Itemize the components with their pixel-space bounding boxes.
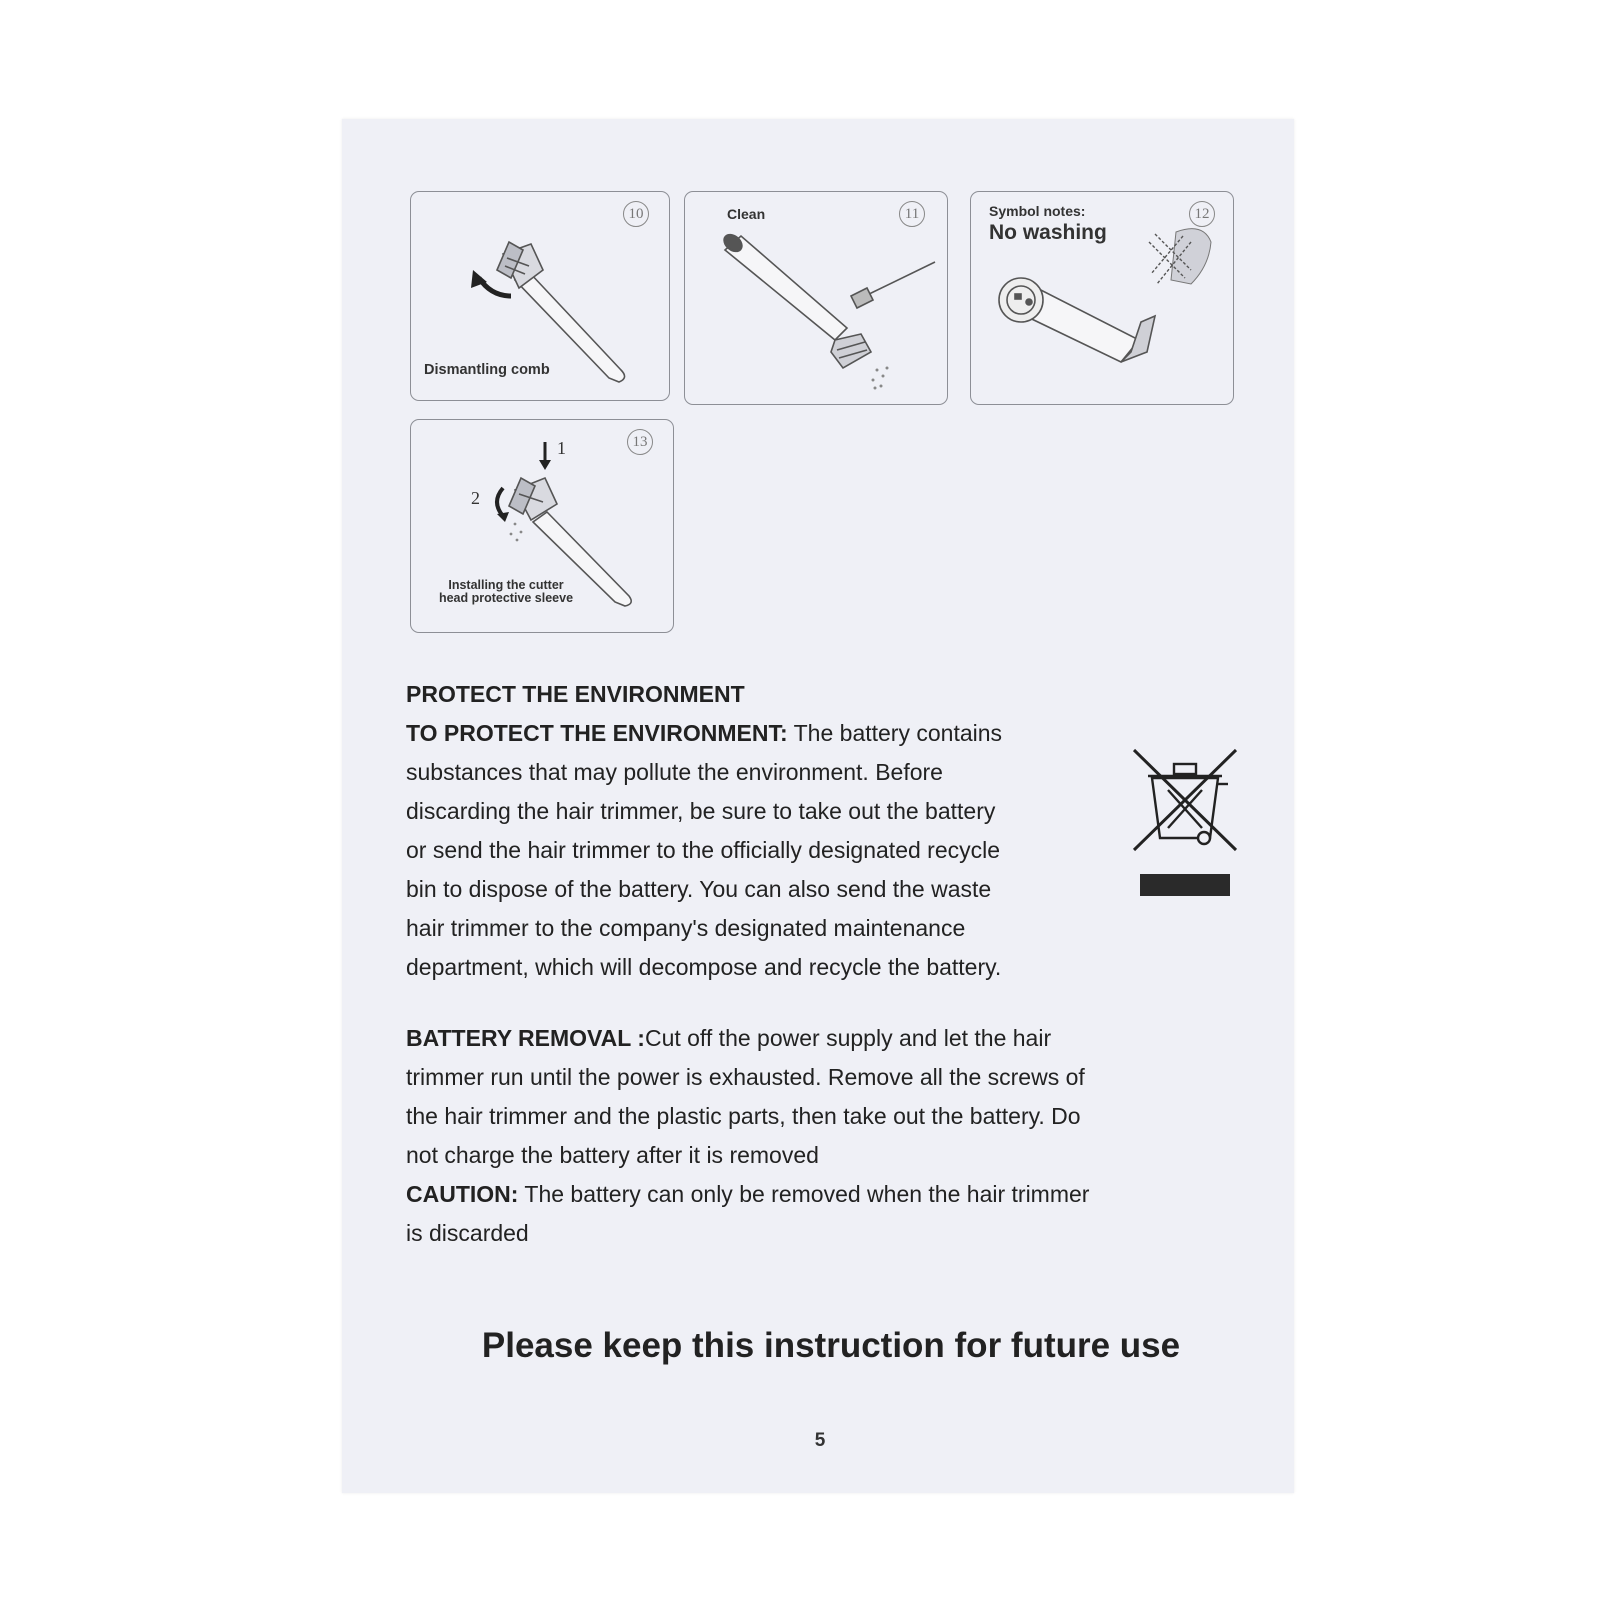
rotate-arrow-icon (497, 488, 509, 522)
environment-heading: PROTECT THE ENVIRONMENT (406, 681, 745, 707)
panel-title: Clean (727, 206, 766, 222)
battery-paragraph: BATTERY REMOVAL :Cut off the power supply and let the hair (406, 1025, 1052, 1051)
panel-subtitle: No washing (989, 221, 1107, 244)
page-number: 5 (814, 1430, 826, 1451)
environment-section: PROTECT THE ENVIRONMENT TO PROTECT THE ENVIRONMENT: The battery contains substances that may pollute the environment. Before discarding the hair trimmer, be sure to take out the battery or send the hair trimmer to the officially designated recycle bin to dispose of the battery. You can also send the waste hair trimmer to the company's designated maintenance department, which will decompose and recycle the battery. (406, 675, 1126, 987)
battery-lead: BATTERY REMOVAL : (406, 1025, 645, 1051)
panel-title: Symbol notes: (989, 203, 1086, 219)
panel-symbol-notes (970, 191, 1234, 405)
panel-number: 11 (899, 201, 925, 227)
panel-number: 10 (623, 201, 649, 227)
trimmer-cleaning-illustration (685, 192, 947, 404)
panel-number: 13 (627, 429, 653, 455)
panel-number: 12 (1189, 201, 1215, 227)
environment-lead: TO PROTECT THE ENVIRONMENT: (406, 720, 788, 746)
battery-removal-section: BATTERY REMOVAL :Cut off the power supply and let the hair trimmer run until the power is exhausted. Remove all the screws of the hair trimmer and the plastic parts, then take out the battery. Do not charge the battery after it is removed CAUTION: The battery can only be removed when the hair trimmer is discarded (406, 1019, 1236, 1253)
caution-lead: CAUTION: (406, 1181, 519, 1207)
panel-clean (684, 191, 948, 405)
arrow-down-icon (539, 442, 551, 470)
panel-label: Dismantling comb (424, 362, 550, 378)
panel-dismantling-comb (410, 191, 670, 401)
trimmer-side-illustration (999, 278, 1155, 362)
panel-label: Installing the cutter head protective sleeve (438, 578, 574, 605)
panel-install-sleeve (410, 419, 674, 633)
environment-paragraph: TO PROTECT THE ENVIRONMENT: The battery contains (406, 720, 1003, 746)
step-2-label: 2 (471, 488, 480, 508)
caution-paragraph: CAUTION: The battery can only be removed when the hair trimmer (406, 1181, 1090, 1207)
crossed-out-wheelie-bin-icon (1130, 748, 1242, 898)
no-washing-icon (1149, 229, 1211, 284)
step-1-label: 1 (557, 438, 566, 458)
keep-instruction-note: Please keep this instruction for future use (481, 1326, 1181, 1365)
